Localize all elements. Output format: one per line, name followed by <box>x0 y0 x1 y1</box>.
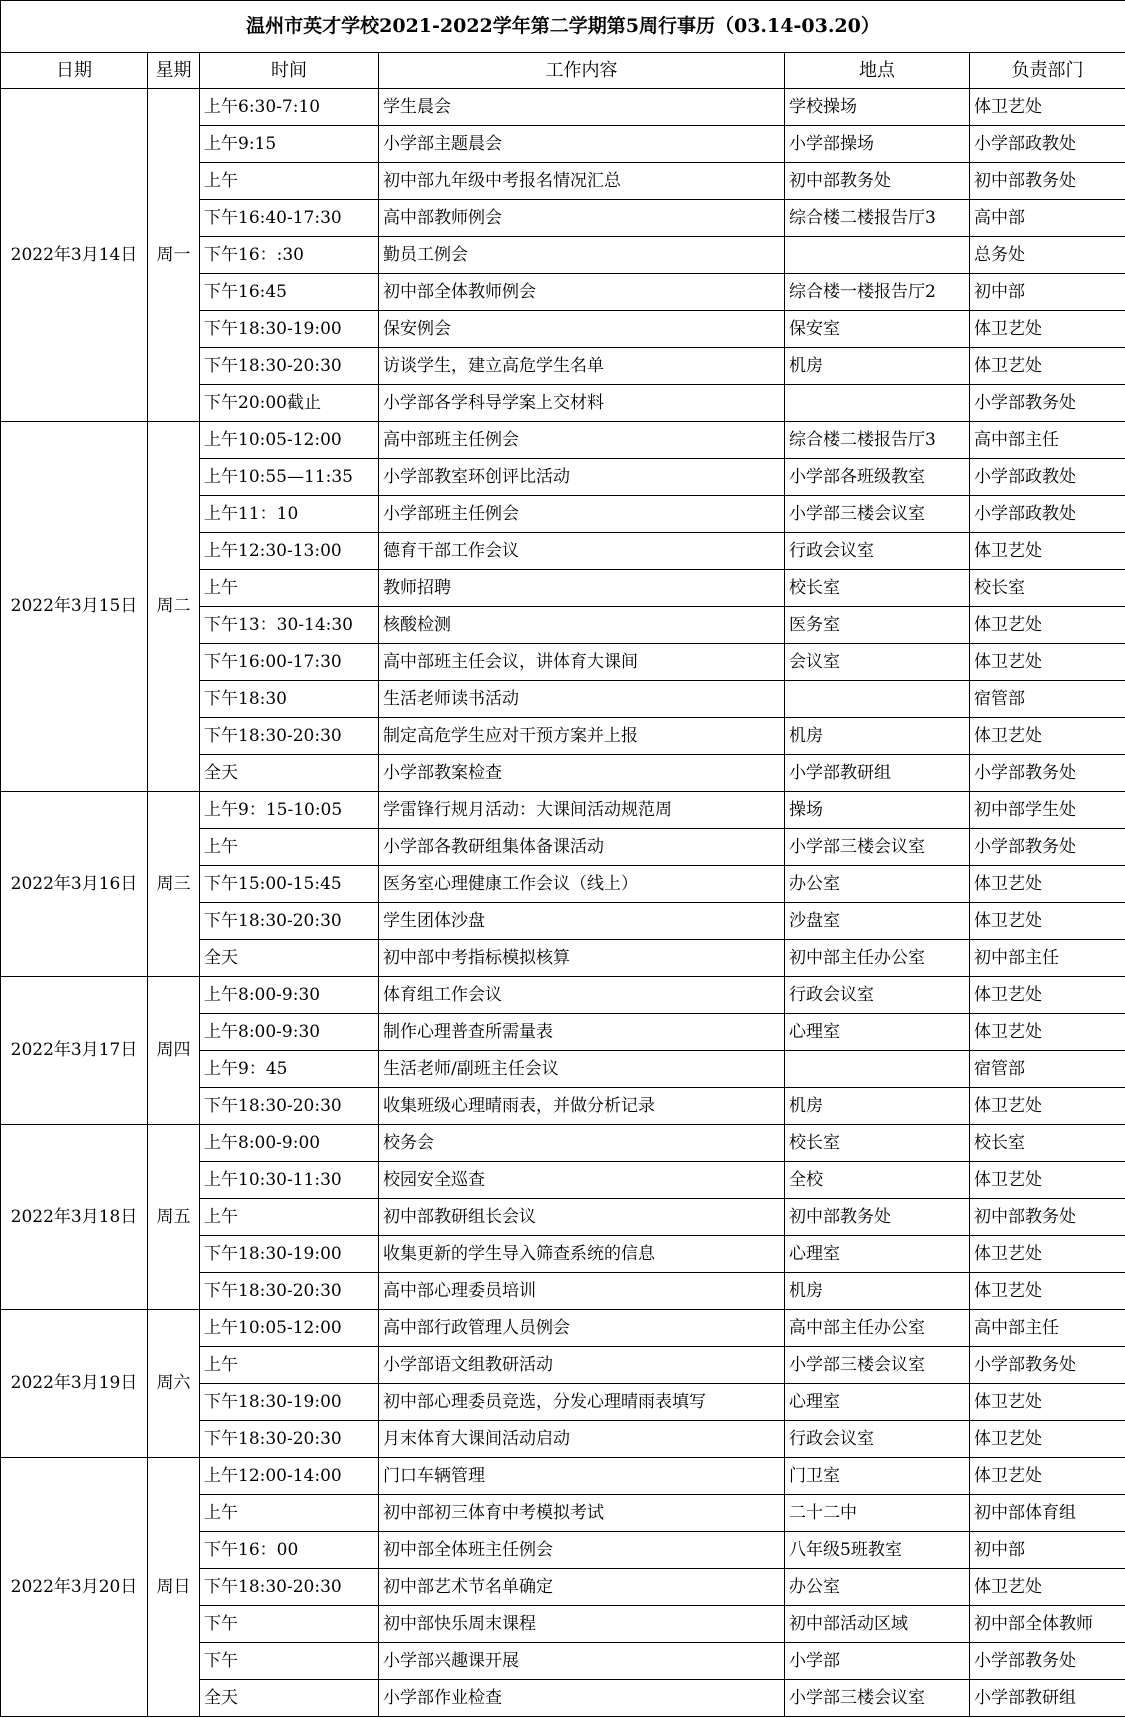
content-cell: 高中部班主任例会 <box>379 422 785 459</box>
content-cell: 勤员工例会 <box>379 237 785 274</box>
time-cell: 上午12:00-14:00 <box>200 1458 379 1495</box>
time-cell: 下午18:30-20:30 <box>200 1088 379 1125</box>
content-cell: 体育组工作会议 <box>379 977 785 1014</box>
time-cell: 下午16:45 <box>200 274 379 311</box>
time-cell: 下午18:30 <box>200 681 379 718</box>
content-cell: 校园安全巡查 <box>379 1162 785 1199</box>
content-cell: 学雷锋行规月活动：大课间活动规范周 <box>379 792 785 829</box>
content-cell: 初中部全体教师例会 <box>379 274 785 311</box>
date-cell: 2022年3月19日 <box>1 1310 148 1458</box>
dept-cell: 小学部政教处 <box>970 496 1125 533</box>
page-title: 温州市英才学校2021-2022学年第二学期第5周行事历（03.14-03.20） <box>1 1 1125 53</box>
content-cell: 初中部九年级中考报名情况汇总 <box>379 163 785 200</box>
dept-cell: 体卫艺处 <box>970 533 1125 570</box>
place-cell: 小学部 <box>785 1643 970 1680</box>
table-row <box>1 977 1125 1014</box>
content-cell: 小学部教案检查 <box>379 755 785 792</box>
table-row <box>1 1310 1125 1347</box>
content-cell: 访谈学生，建立高危学生名单 <box>379 348 785 385</box>
place-cell: 机房 <box>785 348 970 385</box>
place-cell: 八年级5班教室 <box>785 1532 970 1569</box>
place-cell: 机房 <box>785 1273 970 1310</box>
dept-cell: 体卫艺处 <box>970 348 1125 385</box>
weekday-cell: 周六 <box>148 1310 200 1458</box>
dept-cell: 初中部教务处 <box>970 163 1125 200</box>
place-cell: 小学部三楼会议室 <box>785 496 970 533</box>
place-cell: 校长室 <box>785 1125 970 1162</box>
place-cell: 小学部三楼会议室 <box>785 1680 970 1717</box>
place-cell: 初中部主任办公室 <box>785 940 970 977</box>
time-cell: 下午16:00-17:30 <box>200 644 379 681</box>
time-cell: 上午 <box>200 829 379 866</box>
time-cell: 下午18:30-20:30 <box>200 1569 379 1606</box>
dept-cell: 体卫艺处 <box>970 607 1125 644</box>
dept-cell: 小学部政教处 <box>970 459 1125 496</box>
place-cell: 机房 <box>785 1088 970 1125</box>
dept-cell: 体卫艺处 <box>970 903 1125 940</box>
content-cell: 初中部快乐周末课程 <box>379 1606 785 1643</box>
time-cell: 下午18:30-20:30 <box>200 1421 379 1458</box>
time-cell: 下午18:30-20:30 <box>200 718 379 755</box>
date-cell: 2022年3月14日 <box>1 89 148 422</box>
header-weekday: 星期 <box>148 53 200 89</box>
content-cell: 小学部主题晨会 <box>379 126 785 163</box>
time-cell: 上午12:30-13:00 <box>200 533 379 570</box>
time-cell: 上午9：45 <box>200 1051 379 1088</box>
content-cell: 医务室心理健康工作会议（线上） <box>379 866 785 903</box>
content-cell: 初中部初三体育中考模拟考试 <box>379 1495 785 1532</box>
time-cell: 全天 <box>200 940 379 977</box>
place-cell: 初中部教务处 <box>785 163 970 200</box>
dept-cell: 高中部主任 <box>970 1310 1125 1347</box>
content-cell: 收集班级心理晴雨表，并做分析记录 <box>379 1088 785 1125</box>
table-row <box>1 1125 1125 1162</box>
place-cell: 心理室 <box>785 1384 970 1421</box>
place-cell: 小学部教研组 <box>785 755 970 792</box>
time-cell: 上午10:05-12:00 <box>200 422 379 459</box>
place-cell: 初中部教务处 <box>785 1199 970 1236</box>
dept-cell: 小学部教务处 <box>970 755 1125 792</box>
place-cell: 操场 <box>785 792 970 829</box>
place-cell: 高中部主任办公室 <box>785 1310 970 1347</box>
dept-cell: 宿管部 <box>970 1051 1125 1088</box>
time-cell: 下午18:30-19:00 <box>200 311 379 348</box>
time-cell: 下午 <box>200 1643 379 1680</box>
place-cell: 行政会议室 <box>785 1421 970 1458</box>
time-cell: 下午13：30-14:30 <box>200 607 379 644</box>
dept-cell: 校长室 <box>970 570 1125 607</box>
content-cell: 高中部班主任会议，讲体育大课间 <box>379 644 785 681</box>
place-cell: 校长室 <box>785 570 970 607</box>
dept-cell: 初中部体育组 <box>970 1495 1125 1532</box>
place-cell: 办公室 <box>785 1569 970 1606</box>
content-cell: 小学部各学科导学案上交材料 <box>379 385 785 422</box>
content-cell: 高中部行政管理人员例会 <box>379 1310 785 1347</box>
time-cell: 上午6:30-7:10 <box>200 89 379 126</box>
date-cell: 2022年3月16日 <box>1 792 148 977</box>
header-dept: 负责部门 <box>970 53 1125 89</box>
time-cell: 下午16：:30 <box>200 237 379 274</box>
weekday-cell: 周二 <box>148 422 200 792</box>
time-cell: 上午 <box>200 1495 379 1532</box>
time-cell: 上午9：15-10:05 <box>200 792 379 829</box>
dept-cell: 小学部教务处 <box>970 1643 1125 1680</box>
weekday-cell: 周三 <box>148 792 200 977</box>
time-cell: 下午16:40-17:30 <box>200 200 379 237</box>
content-cell: 校务会 <box>379 1125 785 1162</box>
header-row <box>1 53 1125 89</box>
dept-cell: 初中部教务处 <box>970 1199 1125 1236</box>
time-cell: 下午18:30-19:00 <box>200 1236 379 1273</box>
content-cell: 德育干部工作会议 <box>379 533 785 570</box>
dept-cell: 体卫艺处 <box>970 1458 1125 1495</box>
place-cell: 保安室 <box>785 311 970 348</box>
dept-cell: 体卫艺处 <box>970 1236 1125 1273</box>
place-cell: 机房 <box>785 718 970 755</box>
content-cell: 高中部教师例会 <box>379 200 785 237</box>
place-cell: 行政会议室 <box>785 533 970 570</box>
place-cell <box>785 237 970 274</box>
time-cell: 上午11：10 <box>200 496 379 533</box>
dept-cell: 体卫艺处 <box>970 718 1125 755</box>
place-cell: 办公室 <box>785 866 970 903</box>
time-cell: 上午 <box>200 1199 379 1236</box>
header-time: 时间 <box>200 53 379 89</box>
content-cell: 初中部艺术节名单确定 <box>379 1569 785 1606</box>
dept-cell: 小学部教务处 <box>970 1347 1125 1384</box>
time-cell: 下午18:30-20:30 <box>200 348 379 385</box>
content-cell: 教师招聘 <box>379 570 785 607</box>
content-cell: 学生团体沙盘 <box>379 903 785 940</box>
dept-cell: 小学部教务处 <box>970 385 1125 422</box>
place-cell: 行政会议室 <box>785 977 970 1014</box>
date-cell: 2022年3月15日 <box>1 422 148 792</box>
content-cell: 收集更新的学生导入筛查系统的信息 <box>379 1236 785 1273</box>
place-cell: 学校操场 <box>785 89 970 126</box>
dept-cell: 总务处 <box>970 237 1125 274</box>
place-cell <box>785 385 970 422</box>
time-cell: 上午10:05-12:00 <box>200 1310 379 1347</box>
place-cell: 小学部三楼会议室 <box>785 1347 970 1384</box>
dept-cell: 体卫艺处 <box>970 866 1125 903</box>
place-cell: 小学部操场 <box>785 126 970 163</box>
content-cell: 初中部教研组长会议 <box>379 1199 785 1236</box>
dept-cell: 体卫艺处 <box>970 1384 1125 1421</box>
content-cell: 小学部教室环创评比活动 <box>379 459 785 496</box>
time-cell: 上午 <box>200 163 379 200</box>
dept-cell: 体卫艺处 <box>970 89 1125 126</box>
content-cell: 月末体育大课间活动启动 <box>379 1421 785 1458</box>
weekday-cell: 周四 <box>148 977 200 1125</box>
place-cell: 初中部活动区域 <box>785 1606 970 1643</box>
dept-cell: 体卫艺处 <box>970 1088 1125 1125</box>
title-row <box>1 1 1125 53</box>
place-cell: 小学部各班级教室 <box>785 459 970 496</box>
content-cell: 小学部各教研组集体备课活动 <box>379 829 785 866</box>
content-cell: 小学部语文组教研活动 <box>379 1347 785 1384</box>
place-cell: 综合楼一楼报告厅2 <box>785 274 970 311</box>
place-cell: 小学部三楼会议室 <box>785 829 970 866</box>
header-content: 工作内容 <box>379 53 785 89</box>
content-cell: 初中部全体班主任例会 <box>379 1532 785 1569</box>
date-cell: 2022年3月20日 <box>1 1458 148 1717</box>
place-cell: 会议室 <box>785 644 970 681</box>
content-cell: 制作心理普查所需量表 <box>379 1014 785 1051</box>
time-cell: 全天 <box>200 755 379 792</box>
weekday-cell: 周五 <box>148 1125 200 1310</box>
table-row <box>1 89 1125 126</box>
dept-cell: 体卫艺处 <box>970 977 1125 1014</box>
weekday-cell: 周一 <box>148 89 200 422</box>
content-cell: 小学部兴趣课开展 <box>379 1643 785 1680</box>
header-date: 日期 <box>1 53 148 89</box>
place-cell: 综合楼二楼报告厅3 <box>785 422 970 459</box>
time-cell: 下午18:30-20:30 <box>200 1273 379 1310</box>
place-cell <box>785 681 970 718</box>
dept-cell: 体卫艺处 <box>970 1014 1125 1051</box>
dept-cell: 体卫艺处 <box>970 1421 1125 1458</box>
table-row <box>1 1458 1125 1495</box>
dept-cell: 高中部 <box>970 200 1125 237</box>
dept-cell: 初中部 <box>970 1532 1125 1569</box>
dept-cell: 高中部主任 <box>970 422 1125 459</box>
dept-cell: 宿管部 <box>970 681 1125 718</box>
content-cell: 学生晨会 <box>379 89 785 126</box>
dept-cell: 体卫艺处 <box>970 644 1125 681</box>
content-cell: 高中部心理委员培训 <box>379 1273 785 1310</box>
place-cell: 心理室 <box>785 1236 970 1273</box>
dept-cell: 体卫艺处 <box>970 311 1125 348</box>
content-cell: 门口车辆管理 <box>379 1458 785 1495</box>
place-cell: 综合楼二楼报告厅3 <box>785 200 970 237</box>
time-cell: 下午16：00 <box>200 1532 379 1569</box>
place-cell: 医务室 <box>785 607 970 644</box>
dept-cell: 体卫艺处 <box>970 1162 1125 1199</box>
date-cell: 2022年3月18日 <box>1 1125 148 1310</box>
time-cell: 上午8:00-9:30 <box>200 1014 379 1051</box>
content-cell: 初中部中考指标模拟核算 <box>379 940 785 977</box>
time-cell: 上午 <box>200 570 379 607</box>
content-cell: 制定高危学生应对干预方案并上报 <box>379 718 785 755</box>
place-cell: 心理室 <box>785 1014 970 1051</box>
content-cell: 小学部班主任例会 <box>379 496 785 533</box>
dept-cell: 体卫艺处 <box>970 1569 1125 1606</box>
content-cell: 初中部心理委员竞选，分发心理晴雨表填写 <box>379 1384 785 1421</box>
header-place: 地点 <box>785 53 970 89</box>
weekday-cell: 周日 <box>148 1458 200 1717</box>
place-cell: 沙盘室 <box>785 903 970 940</box>
content-cell: 核酸检测 <box>379 607 785 644</box>
content-cell: 生活老师读书活动 <box>379 681 785 718</box>
time-cell: 上午8:00-9:30 <box>200 977 379 1014</box>
dept-cell: 初中部学生处 <box>970 792 1125 829</box>
table-row <box>1 792 1125 829</box>
place-cell <box>785 1051 970 1088</box>
dept-cell: 小学部政教处 <box>970 126 1125 163</box>
dept-cell: 小学部教研组 <box>970 1680 1125 1717</box>
time-cell: 上午 <box>200 1347 379 1384</box>
time-cell: 上午10:30-11:30 <box>200 1162 379 1199</box>
time-cell: 下午20:00截止 <box>200 385 379 422</box>
dept-cell: 初中部主任 <box>970 940 1125 977</box>
time-cell: 上午10:55—11:35 <box>200 459 379 496</box>
time-cell: 下午 <box>200 1606 379 1643</box>
content-cell: 保安例会 <box>379 311 785 348</box>
place-cell: 全校 <box>785 1162 970 1199</box>
time-cell: 上午9:15 <box>200 126 379 163</box>
time-cell: 下午15:00-15:45 <box>200 866 379 903</box>
dept-cell: 校长室 <box>970 1125 1125 1162</box>
dept-cell: 体卫艺处 <box>970 1273 1125 1310</box>
time-cell: 下午18:30-20:30 <box>200 903 379 940</box>
time-cell: 上午8:00-9:00 <box>200 1125 379 1162</box>
time-cell: 下午18:30-19:00 <box>200 1384 379 1421</box>
content-cell: 小学部作业检查 <box>379 1680 785 1717</box>
dept-cell: 初中部全体教师 <box>970 1606 1125 1643</box>
date-cell: 2022年3月17日 <box>1 977 148 1125</box>
content-cell: 生活老师/副班主任会议 <box>379 1051 785 1088</box>
table-row <box>1 422 1125 459</box>
dept-cell: 初中部 <box>970 274 1125 311</box>
time-cell: 全天 <box>200 1680 379 1717</box>
place-cell: 二十二中 <box>785 1495 970 1532</box>
dept-cell: 小学部教务处 <box>970 829 1125 866</box>
place-cell: 门卫室 <box>785 1458 970 1495</box>
